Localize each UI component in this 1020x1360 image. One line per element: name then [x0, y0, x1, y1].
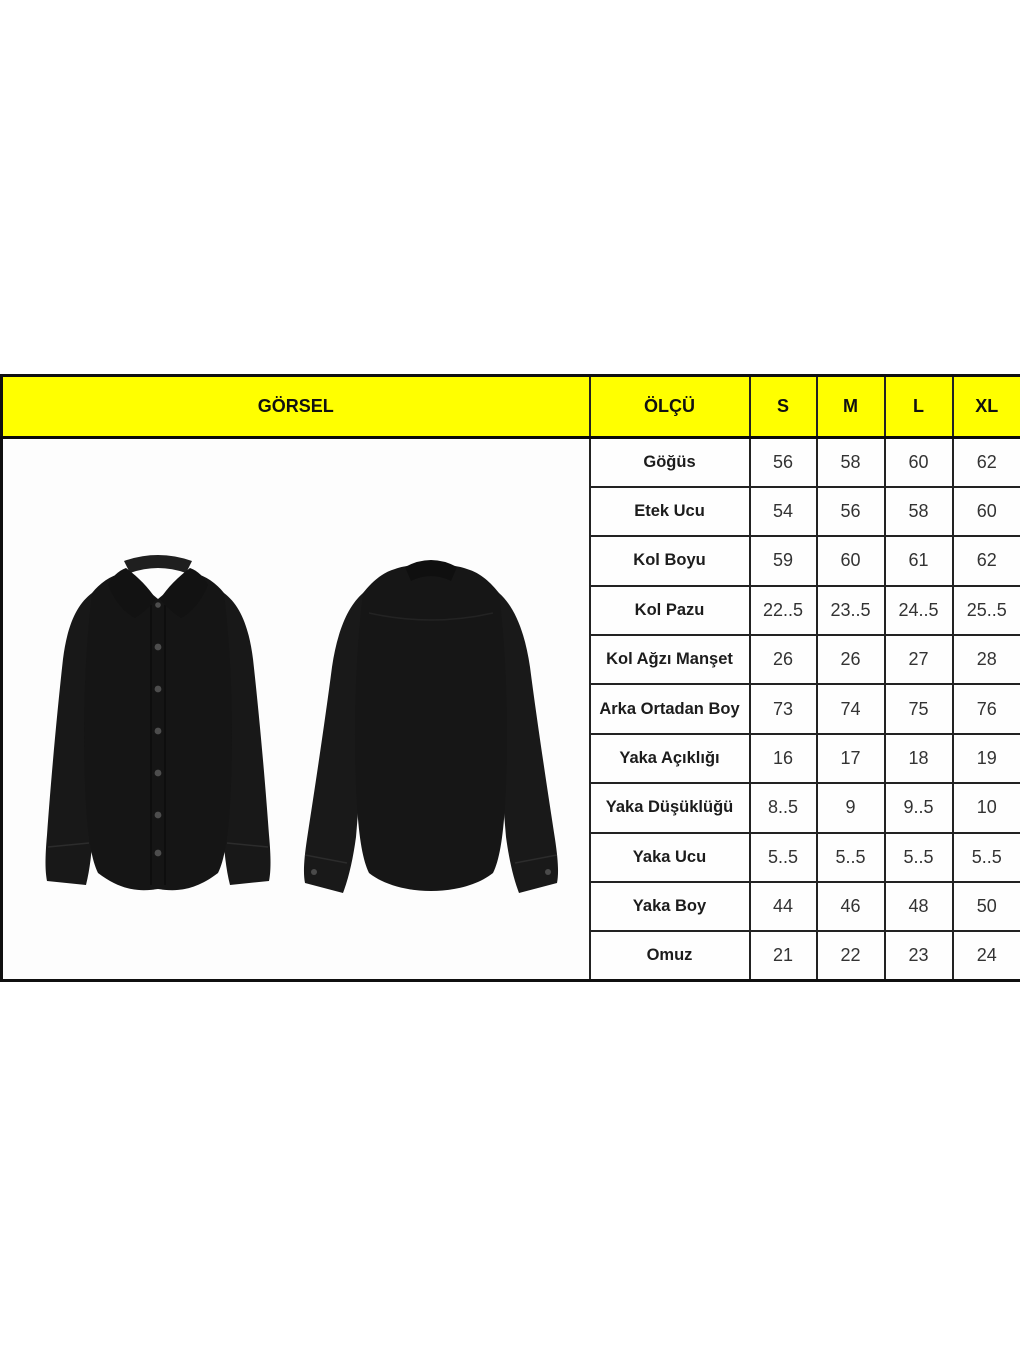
measurement-label: Kol Pazu: [590, 586, 750, 635]
value-l: 75: [885, 684, 953, 733]
value-m: 5..5: [817, 833, 885, 882]
value-s: 26: [750, 635, 817, 684]
value-s: 8..5: [750, 783, 817, 832]
value-xl: 60: [953, 487, 1020, 536]
measurement-label: Omuz: [590, 931, 750, 980]
header-olcu: ÖLÇÜ: [590, 376, 750, 438]
value-s: 22..5: [750, 586, 817, 635]
value-m: 74: [817, 684, 885, 733]
measurement-label: Kol Boyu: [590, 536, 750, 585]
value-m: 58: [817, 438, 885, 487]
value-s: 73: [750, 684, 817, 733]
header-gorsel: GÖRSEL: [2, 376, 590, 438]
measurement-label: Yaka Düşüklüğü: [590, 783, 750, 832]
value-xl: 62: [953, 438, 1020, 487]
value-m: 26: [817, 635, 885, 684]
measurement-label: Yaka Ucu: [590, 833, 750, 882]
value-l: 60: [885, 438, 953, 487]
value-l: 23: [885, 931, 953, 980]
value-l: 27: [885, 635, 953, 684]
shirt-front-back-image: [17, 539, 569, 911]
value-l: 5..5: [885, 833, 953, 882]
value-m: 9: [817, 783, 885, 832]
value-xl: 10: [953, 783, 1020, 832]
measurement-label: Arka Ortadan Boy: [590, 684, 750, 733]
value-s: 21: [750, 931, 817, 980]
product-photo-cell: [2, 438, 590, 981]
header-size-l: L: [885, 376, 953, 438]
value-xl: 62: [953, 536, 1020, 585]
value-m: 56: [817, 487, 885, 536]
value-l: 24..5: [885, 586, 953, 635]
value-m: 17: [817, 734, 885, 783]
value-m: 46: [817, 882, 885, 931]
value-xl: 50: [953, 882, 1020, 931]
value-s: 59: [750, 536, 817, 585]
value-l: 58: [885, 487, 953, 536]
value-s: 56: [750, 438, 817, 487]
value-l: 48: [885, 882, 953, 931]
value-l: 61: [885, 536, 953, 585]
measurement-label: Yaka Açıklığı: [590, 734, 750, 783]
measurement-label: Kol Ağzı Manşet: [590, 635, 750, 684]
measurement-label: Etek Ucu: [590, 487, 750, 536]
header-size-m: M: [817, 376, 885, 438]
value-xl: 28: [953, 635, 1020, 684]
value-m: 23..5: [817, 586, 885, 635]
value-s: 16: [750, 734, 817, 783]
value-s: 54: [750, 487, 817, 536]
value-s: 44: [750, 882, 817, 931]
value-m: 22: [817, 931, 885, 980]
value-l: 9..5: [885, 783, 953, 832]
measurement-label: Yaka Boy: [590, 882, 750, 931]
value-s: 5..5: [750, 833, 817, 882]
header-size-s: S: [750, 376, 817, 438]
value-xl: 25..5: [953, 586, 1020, 635]
value-xl: 24: [953, 931, 1020, 980]
value-xl: 5..5: [953, 833, 1020, 882]
value-xl: 76: [953, 684, 1020, 733]
header-row: [2, 376, 1020, 438]
header-size-xl: XL: [953, 376, 1020, 438]
measurement-label: Göğüs: [590, 438, 750, 487]
table-row: [2, 438, 1020, 487]
value-m: 60: [817, 536, 885, 585]
size-table: [0, 374, 1020, 982]
value-xl: 19: [953, 734, 1020, 783]
value-l: 18: [885, 734, 953, 783]
